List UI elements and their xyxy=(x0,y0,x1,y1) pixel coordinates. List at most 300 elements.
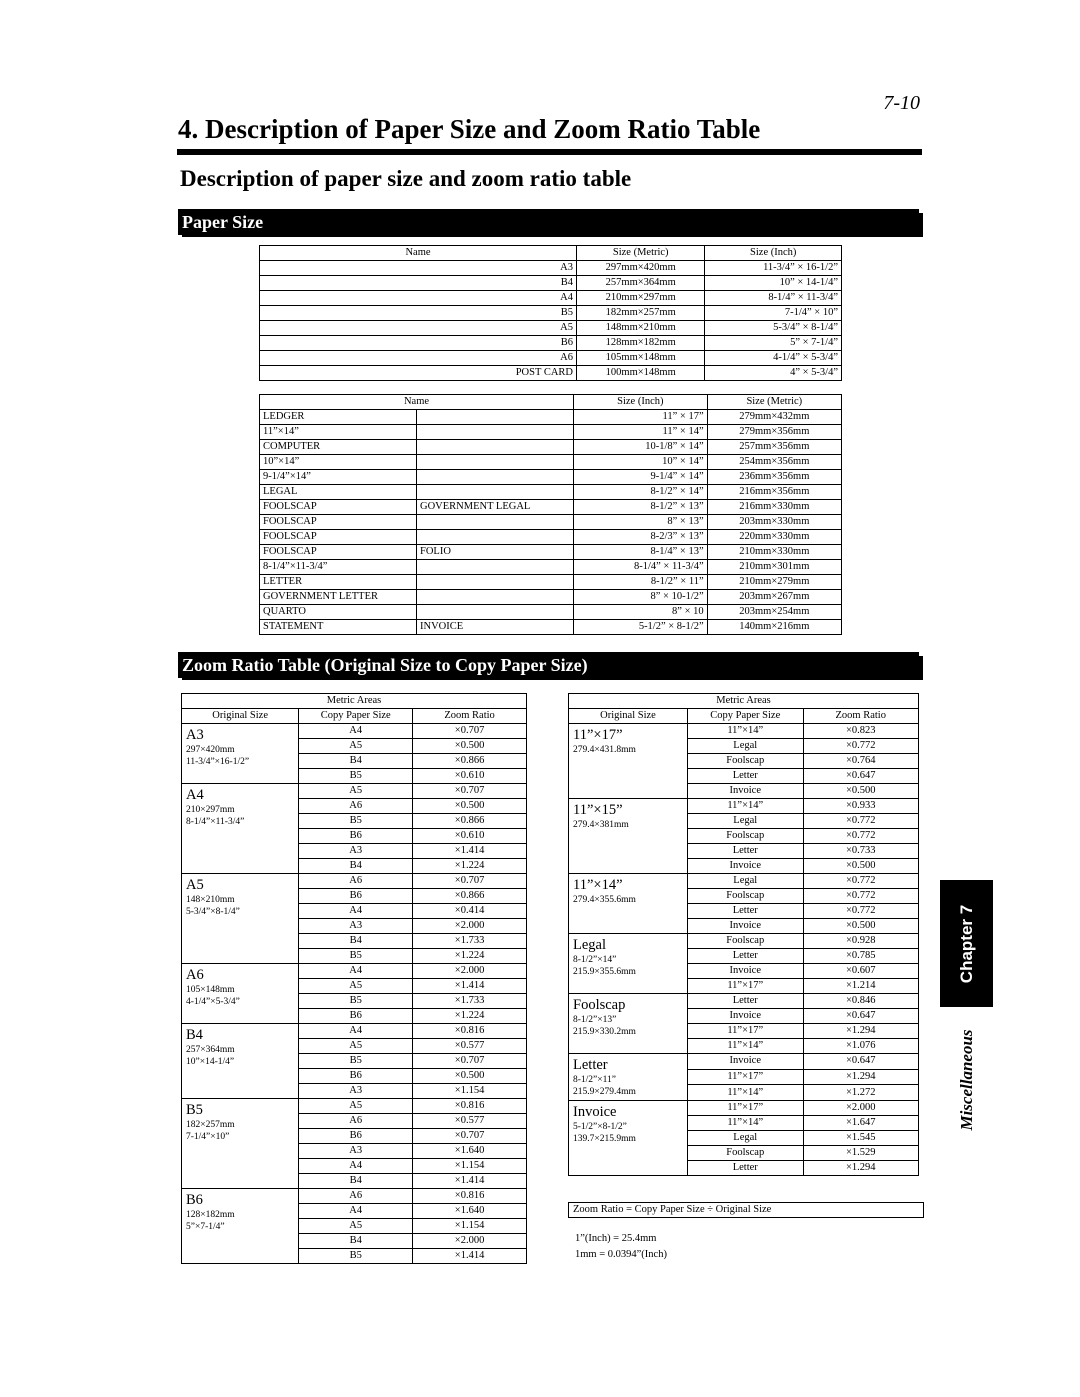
original-size-name: Invoice xyxy=(573,1104,617,1120)
copy-size-cell: A5 xyxy=(299,784,413,799)
zoom-ratio-cell: ×0.772 xyxy=(803,814,919,829)
zoom-ratio-cell: ×0.647 xyxy=(803,769,919,784)
zoom-ratio-cell: ×0.866 xyxy=(413,754,527,769)
original-size-inch: 8-1/2”×14” xyxy=(573,955,617,965)
table-cell: 297mm×420mm xyxy=(577,261,705,276)
table-cell: 11” × 14” xyxy=(574,425,708,440)
table-cell: GOVERNMENT LETTER xyxy=(260,590,417,605)
table-row xyxy=(569,934,919,949)
copy-size-cell: B6 xyxy=(299,1069,413,1084)
title-rule xyxy=(177,149,922,155)
table-cell: 4-1/4” × 5-3/4” xyxy=(705,351,842,366)
copy-size-cell: A4 xyxy=(299,1159,413,1174)
header-cell: Original Size xyxy=(182,709,299,724)
copy-size-cell: B6 xyxy=(299,889,413,904)
copy-size-cell: Legal xyxy=(688,874,804,889)
table-cell: 5-1/2” × 8-1/2” xyxy=(574,620,708,635)
table-row xyxy=(260,500,842,515)
original-size-cell xyxy=(182,874,299,964)
zoom-ratio-cell: ×1.154 xyxy=(413,1084,527,1099)
zoom-ratio-cell: ×0.764 xyxy=(803,754,919,769)
original-size-cell xyxy=(569,994,688,1054)
table-cell: FOOLSCAP xyxy=(260,545,417,560)
table-row xyxy=(569,799,919,814)
table-cell: FOOLSCAP xyxy=(260,500,417,515)
zoom-ratio-cell: ×0.500 xyxy=(413,1069,527,1084)
zoom-ratio-cell: ×0.500 xyxy=(803,784,919,799)
table-cell: 236mm×356mm xyxy=(707,470,841,485)
table-row xyxy=(182,874,527,889)
zoom-ratio-cell: ×0.610 xyxy=(413,769,527,784)
copy-size-cell: 11”×17” xyxy=(688,1024,804,1039)
table-cell: 257mm×364mm xyxy=(577,276,705,291)
original-size-metric: 257×364mm xyxy=(186,1045,235,1055)
table-cell: 8” × 10 xyxy=(574,605,708,620)
table-cell: 5-3/4” × 8-1/4” xyxy=(705,321,842,336)
original-size-metric: 148×210mm xyxy=(186,895,235,905)
table-cell: 8-1/4” × 13” xyxy=(574,545,708,560)
header-cell: Original Size xyxy=(569,709,688,724)
table-cell: 11”×14” xyxy=(260,425,417,440)
original-size-inch: 11-3/4”×16-1/2” xyxy=(186,757,250,767)
table-header-row xyxy=(260,246,842,261)
table-cell: 9-1/4” × 14” xyxy=(574,470,708,485)
chapter-tab xyxy=(940,880,993,1007)
zoom-ratio-cell: ×2.000 xyxy=(413,1234,527,1249)
original-size-metric: 105×148mm xyxy=(186,985,235,995)
zoom-ratio-cell: ×0.707 xyxy=(413,1054,527,1069)
zoom-ratio-cell: ×0.607 xyxy=(803,964,919,979)
table-cell: 210mm×279mm xyxy=(707,575,841,590)
original-size-metric: 215.9×355.6mm xyxy=(573,967,636,977)
original-size-cell xyxy=(182,1024,299,1099)
table-cell: 8-2/3” × 13” xyxy=(574,530,708,545)
table-row xyxy=(182,964,527,979)
zoom-ratio-cell: ×1.545 xyxy=(803,1131,919,1146)
table-row xyxy=(569,874,919,889)
table-cell: 11-3/4” × 16-1/2” xyxy=(705,261,842,276)
zoom-ratio-cell: ×0.866 xyxy=(413,814,527,829)
table-cell: 8-1/4”×11-3/4” xyxy=(260,560,417,575)
zoom-ratio-cell: ×1.733 xyxy=(413,934,527,949)
copy-size-cell: B4 xyxy=(299,1234,413,1249)
copy-size-cell: B5 xyxy=(299,1249,413,1264)
copy-size-cell: Letter xyxy=(688,1161,804,1176)
zoom-ratio-cell: ×1.647 xyxy=(803,1116,919,1131)
table-row xyxy=(260,291,842,306)
table-row xyxy=(260,530,842,545)
section-label-text: Miscellaneous xyxy=(956,1029,976,1131)
copy-size-cell: Foolscap xyxy=(688,889,804,904)
table-row xyxy=(182,724,527,739)
table-cell: A3 xyxy=(260,261,577,276)
copy-size-cell: 11”×17” xyxy=(688,1069,804,1085)
table-cell xyxy=(417,575,574,590)
zoom-ratio-cell: ×2.000 xyxy=(413,964,527,979)
zoom-ratio-cell: ×1.076 xyxy=(803,1039,919,1054)
original-size-cell xyxy=(569,874,688,934)
area-header-row xyxy=(569,694,919,709)
table-cell: B4 xyxy=(260,276,577,291)
original-size-metric: 139.7×215.9mm xyxy=(573,1134,636,1144)
table-row xyxy=(260,605,842,620)
table-cell: 148mm×210mm xyxy=(577,321,705,336)
original-size-metric: 297×420mm xyxy=(186,745,235,755)
copy-size-cell: B5 xyxy=(299,994,413,1009)
zoom-ratio-cell: ×0.928 xyxy=(803,934,919,949)
original-size-name: B4 xyxy=(186,1027,203,1043)
original-size-cell xyxy=(182,1189,299,1264)
table-row xyxy=(569,1054,919,1070)
zoom-ratio-cell: ×2.000 xyxy=(803,1101,919,1116)
original-size-inch: 8-1/2”×13” xyxy=(573,1015,617,1025)
copy-size-cell: A3 xyxy=(299,1144,413,1159)
copy-size-cell: Foolscap xyxy=(688,934,804,949)
zoom-ratio-cell: ×0.772 xyxy=(803,904,919,919)
original-size-name: A4 xyxy=(186,787,204,803)
table-row xyxy=(260,351,842,366)
table-row xyxy=(260,321,842,336)
paper-size-heading: Paper Size xyxy=(178,209,919,235)
table-cell: 203mm×254mm xyxy=(707,605,841,620)
table-row xyxy=(182,1024,527,1039)
table-cell: 279mm×432mm xyxy=(707,410,841,425)
table-cell xyxy=(417,515,574,530)
table-cell: FOOLSCAP xyxy=(260,515,417,530)
copy-size-cell: 11”×17” xyxy=(688,979,804,994)
table-cell: FOOLSCAP xyxy=(260,530,417,545)
zoom-ratio-cell: ×0.816 xyxy=(413,1189,527,1204)
zoom-ratio-cell: ×0.823 xyxy=(803,724,919,739)
zoom-ratio-cell: ×0.772 xyxy=(803,874,919,889)
table-row xyxy=(260,575,842,590)
original-size-inch: 5-3/4”×8-1/4” xyxy=(186,907,240,917)
copy-size-cell: A5 xyxy=(299,979,413,994)
table-cell: 210mm×301mm xyxy=(707,560,841,575)
header-cell: Copy Paper Size xyxy=(688,709,804,724)
original-size-name: Legal xyxy=(573,937,607,953)
zoom-ratio-cell: ×1.640 xyxy=(413,1144,527,1159)
table-cell xyxy=(417,485,574,500)
table-cell: 10-1/8” × 14” xyxy=(574,440,708,455)
zoom-ratio-cell: ×0.772 xyxy=(803,829,919,844)
table-cell xyxy=(417,590,574,605)
original-size-cell xyxy=(569,934,688,994)
copy-size-cell: B6 xyxy=(299,829,413,844)
zoom-ratio-cell: ×0.500 xyxy=(803,859,919,874)
zoom-ratio-cell: ×1.154 xyxy=(413,1219,527,1234)
copy-size-cell: Legal xyxy=(688,739,804,754)
original-size-cell xyxy=(182,1099,299,1189)
zoom-ratio-cell: ×0.816 xyxy=(413,1024,527,1039)
copy-size-cell: B4 xyxy=(299,934,413,949)
zoom-ratio-cell: ×1.733 xyxy=(413,994,527,1009)
area-header: Metric Areas xyxy=(569,694,919,709)
copy-size-cell: A5 xyxy=(299,1099,413,1114)
zoom-ratio-cell: ×0.647 xyxy=(803,1009,919,1024)
copy-size-cell: 11”×17” xyxy=(688,1101,804,1116)
original-size-name: 11”×15” xyxy=(573,802,623,818)
copy-size-cell: A6 xyxy=(299,1189,413,1204)
copy-size-cell: B4 xyxy=(299,754,413,769)
table-cell: 182mm×257mm xyxy=(577,306,705,321)
zoom-ratio-cell: ×1.529 xyxy=(803,1146,919,1161)
zoom-ratio-cell: ×0.647 xyxy=(803,1054,919,1070)
zoom-ratio-cell: ×0.577 xyxy=(413,1039,527,1054)
table-cell: 128mm×182mm xyxy=(577,336,705,351)
section-label xyxy=(940,1020,993,1140)
table-cell: A4 xyxy=(260,291,577,306)
zoom-ratio-cell: ×1.640 xyxy=(413,1204,527,1219)
copy-size-cell: B5 xyxy=(299,769,413,784)
original-size-metric: 279.4×431.8mm xyxy=(573,745,636,755)
copy-size-cell: 11”×14” xyxy=(688,1039,804,1054)
original-size-name: Letter xyxy=(573,1057,608,1073)
copy-size-cell: Invoice xyxy=(688,964,804,979)
zoom-ratio-cell: ×1.224 xyxy=(413,1009,527,1024)
table-row xyxy=(260,470,842,485)
table-row xyxy=(260,276,842,291)
table-row xyxy=(260,366,842,381)
table-cell xyxy=(417,425,574,440)
table-cell: 220mm×330mm xyxy=(707,530,841,545)
table-row xyxy=(569,724,919,739)
table-cell: 257mm×356mm xyxy=(707,440,841,455)
table-header-row xyxy=(260,395,842,410)
zoom-ratio-cell: ×0.707 xyxy=(413,874,527,889)
table-cell: 254mm×356mm xyxy=(707,455,841,470)
original-size-metric: 279.4×381mm xyxy=(573,820,629,830)
original-size-cell xyxy=(569,1101,688,1176)
original-size-name: A3 xyxy=(186,727,204,743)
table-cell: 216mm×356mm xyxy=(707,485,841,500)
table-cell: INVOICE xyxy=(417,620,574,635)
table-row xyxy=(260,425,842,440)
zoom-ratio-cell: ×1.414 xyxy=(413,979,527,994)
zoom-ratio-cell: ×0.816 xyxy=(413,1099,527,1114)
table-cell: 9-1/4”×14” xyxy=(260,470,417,485)
copy-size-cell: B5 xyxy=(299,1054,413,1069)
zoom-ratio-cell: ×0.785 xyxy=(803,949,919,964)
table-cell: 210mm×330mm xyxy=(707,545,841,560)
copy-size-cell: Invoice xyxy=(688,1009,804,1024)
page-title: 4. Description of Paper Size and Zoom Ratio Table xyxy=(178,114,761,144)
table-row xyxy=(569,1101,919,1116)
zoom-ratio-cell: ×0.707 xyxy=(413,724,527,739)
table-row xyxy=(260,545,842,560)
zoom-ratio-heading: Zoom Ratio Table (Original Size to Copy Paper Size) xyxy=(178,652,919,678)
copy-size-cell: A4 xyxy=(299,1204,413,1219)
table-row xyxy=(260,560,842,575)
copy-size-cell: Legal xyxy=(688,814,804,829)
zoom-ratio-cell: ×0.577 xyxy=(413,1114,527,1129)
original-size-name: B6 xyxy=(186,1192,203,1208)
table-cell xyxy=(417,605,574,620)
copy-size-cell: A6 xyxy=(299,874,413,889)
table-header-row xyxy=(182,709,527,724)
table-cell: 10” × 14-1/4” xyxy=(705,276,842,291)
original-size-metric: 210×297mm xyxy=(186,805,235,815)
table-cell: 210mm×297mm xyxy=(577,291,705,306)
copy-size-cell: Invoice xyxy=(688,919,804,934)
copy-size-cell: A3 xyxy=(299,844,413,859)
zoom-ratio-cell: ×0.500 xyxy=(413,739,527,754)
table-cell: 8-1/2” × 13” xyxy=(574,500,708,515)
table-row xyxy=(260,336,842,351)
table-cell: 100mm×148mm xyxy=(577,366,705,381)
zoom-ratio-cell: ×1.214 xyxy=(803,979,919,994)
original-size-inch: 5-1/2”×8-1/2” xyxy=(573,1122,627,1132)
section-subtitle: Description of paper size and zoom ratio table xyxy=(180,166,632,191)
table-cell: 10” × 14” xyxy=(574,455,708,470)
copy-size-cell: A5 xyxy=(299,1219,413,1234)
zoom-ratio-cell: ×1.294 xyxy=(803,1161,919,1176)
original-size-inch: 4-1/4”×5-3/4” xyxy=(186,997,240,1007)
zoom-ratio-cell: ×1.224 xyxy=(413,949,527,964)
table-cell: LETTER xyxy=(260,575,417,590)
copy-size-cell: A3 xyxy=(299,1084,413,1099)
copy-size-cell: B4 xyxy=(299,1174,413,1189)
original-size-metric: 215.9×330.2mm xyxy=(573,1027,636,1037)
table-cell: 8-1/2” × 11” xyxy=(574,575,708,590)
zoom-ratio-cell: ×1.272 xyxy=(803,1085,919,1101)
table-cell: 8” × 13” xyxy=(574,515,708,530)
original-size-cell xyxy=(569,724,688,799)
table-cell: COMPUTER xyxy=(260,440,417,455)
copy-size-cell: Letter xyxy=(688,904,804,919)
original-size-metric: 215.9×279.4mm xyxy=(573,1087,636,1097)
zoom-ratio-cell: ×0.733 xyxy=(803,844,919,859)
copy-size-cell: Foolscap xyxy=(688,754,804,769)
table-cell: A5 xyxy=(260,321,577,336)
table-cell: LEGAL xyxy=(260,485,417,500)
table-cell: B6 xyxy=(260,336,577,351)
copy-size-cell: A5 xyxy=(299,1039,413,1054)
table-cell: B5 xyxy=(260,306,577,321)
zoom-ratio-cell: ×2.000 xyxy=(413,919,527,934)
zoom-ratio-cell: ×1.414 xyxy=(413,1174,527,1189)
table-cell: 105mm×148mm xyxy=(577,351,705,366)
table-header-row xyxy=(569,709,919,724)
mm-conversion: 1mm = 0.0394”(Inch) xyxy=(575,1249,667,1260)
table-row xyxy=(260,515,842,530)
table-cell: LEDGER xyxy=(260,410,417,425)
header-cell: Size (Metric) xyxy=(707,395,841,410)
table-cell xyxy=(417,530,574,545)
original-size-name: 11”×17” xyxy=(573,727,623,743)
table-cell xyxy=(417,560,574,575)
zoom-ratio-cell: ×1.414 xyxy=(413,844,527,859)
table-cell: 216mm×330mm xyxy=(707,500,841,515)
original-size-name: B5 xyxy=(186,1102,203,1118)
copy-size-cell: Legal xyxy=(688,1131,804,1146)
original-size-metric: 279.4×355.6mm xyxy=(573,895,636,905)
zoom-ratio-cell: ×0.500 xyxy=(413,799,527,814)
original-size-inch: 8-1/2”×11” xyxy=(573,1075,616,1085)
copy-size-cell: Letter xyxy=(688,994,804,1009)
copy-size-cell: Foolscap xyxy=(688,1146,804,1161)
original-size-metric: 182×257mm xyxy=(186,1120,235,1130)
copy-size-cell: A6 xyxy=(299,799,413,814)
table-cell xyxy=(417,410,574,425)
zoom-ratio-cell: ×0.500 xyxy=(803,919,919,934)
original-size-cell xyxy=(569,1054,688,1101)
zoom-ratio-cell: ×1.294 xyxy=(803,1069,919,1085)
zoom-ratio-cell: ×1.224 xyxy=(413,859,527,874)
table-cell: 203mm×330mm xyxy=(707,515,841,530)
original-size-cell xyxy=(182,964,299,1024)
table-cell: QUARTO xyxy=(260,605,417,620)
zoom-ratio-cell: ×0.846 xyxy=(803,994,919,1009)
table-cell: 11” × 17” xyxy=(574,410,708,425)
original-size-name: A5 xyxy=(186,877,204,893)
area-header: Metric Areas xyxy=(182,694,527,709)
table-row xyxy=(260,485,842,500)
metric-paper-size-table xyxy=(259,245,842,381)
copy-size-cell: 11”×14” xyxy=(688,1116,804,1131)
copy-size-cell: 11”×14” xyxy=(688,799,804,814)
zoom-ratio-cell: ×0.414 xyxy=(413,904,527,919)
zoom-ratio-formula: Zoom Ratio = Copy Paper Size ÷ Original Size xyxy=(568,1202,924,1218)
zoom-ratio-cell: ×0.933 xyxy=(803,799,919,814)
table-cell: 5” × 7-1/4” xyxy=(705,336,842,351)
original-size-inch: 5”×7-1/4” xyxy=(186,1222,225,1232)
table-cell: 8-1/4” × 11-3/4” xyxy=(705,291,842,306)
original-size-metric: 128×182mm xyxy=(186,1210,235,1220)
original-size-inch: 8-1/4”×11-3/4” xyxy=(186,817,245,827)
table-cell xyxy=(417,440,574,455)
zoom-ratio-table-metric xyxy=(181,693,527,1264)
original-size-cell xyxy=(182,724,299,784)
zoom-ratio-table-inch xyxy=(568,693,919,1176)
table-cell: POST CARD xyxy=(260,366,577,381)
chapter-tab-label: Chapter 7 xyxy=(956,904,976,983)
header-cell: Size (Inch) xyxy=(574,395,708,410)
copy-size-cell: A4 xyxy=(299,724,413,739)
zoom-ratio-cell: ×1.294 xyxy=(803,1024,919,1039)
original-size-inch: 10”×14-1/4” xyxy=(186,1057,235,1067)
table-row xyxy=(260,410,842,425)
table-row xyxy=(260,440,842,455)
zoom-ratio-cell: ×0.772 xyxy=(803,739,919,754)
original-size-name: 11”×14” xyxy=(573,877,623,893)
table-cell: STATEMENT xyxy=(260,620,417,635)
table-row xyxy=(182,784,527,799)
zoom-ratio-cell: ×0.610 xyxy=(413,829,527,844)
copy-size-cell: A3 xyxy=(299,919,413,934)
copy-size-cell: A6 xyxy=(299,1114,413,1129)
table-row xyxy=(182,1099,527,1114)
table-cell: GOVERNMENT LEGAL xyxy=(417,500,574,515)
table-cell: 8-1/2” × 14” xyxy=(574,485,708,500)
inch-conversion: 1”(Inch) = 25.4mm xyxy=(575,1233,657,1244)
table-cell xyxy=(417,470,574,485)
table-cell: 279mm×356mm xyxy=(707,425,841,440)
zoom-ratio-cell: ×1.414 xyxy=(413,1249,527,1264)
zoom-ratio-cell: ×0.772 xyxy=(803,889,919,904)
header-cell: Zoom Ratio xyxy=(803,709,919,724)
table-cell: 203mm×267mm xyxy=(707,590,841,605)
copy-size-cell: 11”×14” xyxy=(688,1085,804,1101)
table-row xyxy=(182,1189,527,1204)
copy-size-cell: Foolscap xyxy=(688,829,804,844)
table-cell: 8-1/4” × 11-3/4” xyxy=(574,560,708,575)
copy-size-cell: Invoice xyxy=(688,1054,804,1070)
copy-size-cell: Letter xyxy=(688,769,804,784)
copy-size-cell: B5 xyxy=(299,814,413,829)
copy-size-cell: B5 xyxy=(299,949,413,964)
original-size-name: Foolscap xyxy=(573,997,626,1013)
